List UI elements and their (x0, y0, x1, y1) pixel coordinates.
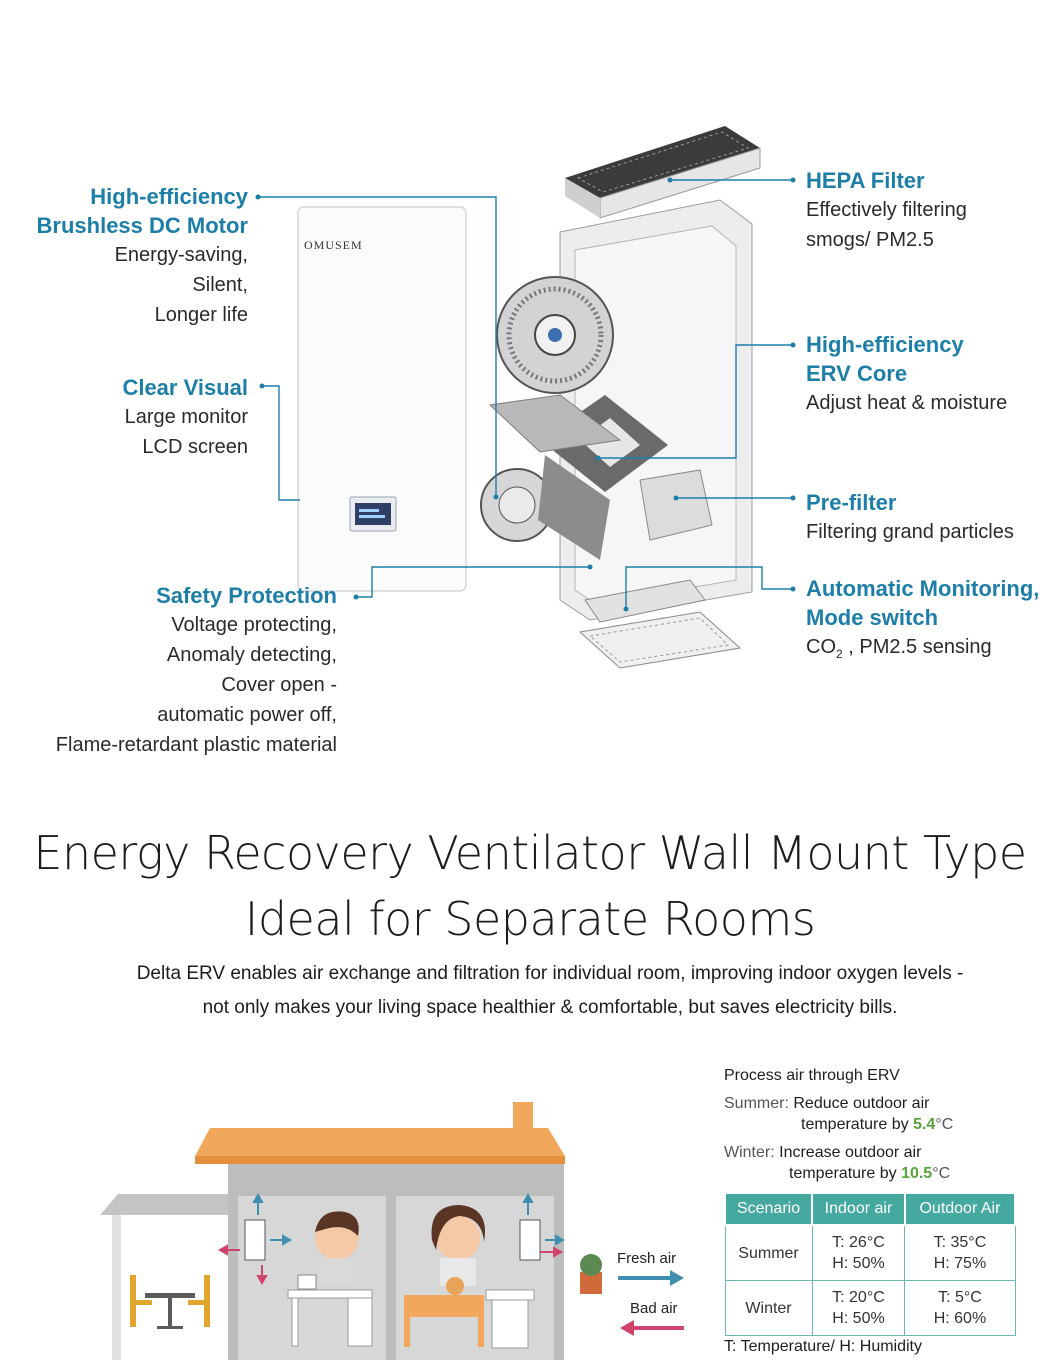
winter-text2: temperature by (789, 1165, 897, 1182)
cell-line: H: 60% (933, 1310, 987, 1327)
cell-line: T: 26°C (832, 1234, 885, 1251)
table-cell: Winter (725, 1281, 812, 1336)
table-row (725, 1225, 1015, 1281)
scenario-table (724, 1192, 1016, 1336)
feature-title: High-efficiency (806, 332, 964, 357)
feature-title: ERV Core (806, 361, 908, 386)
feature-title: Mode switch (806, 605, 939, 630)
winter-text1: Increase outdoor air (779, 1144, 922, 1161)
feature-desc: Anomaly detecting, (166, 644, 337, 666)
summer-line2 (801, 1116, 953, 1134)
feature-title: High-efficiency (90, 184, 248, 209)
summer-text1: Reduce outdoor air (793, 1095, 930, 1112)
feature-title: Automatic Monitoring, (806, 576, 1040, 601)
feature-erv-core (806, 330, 1060, 418)
cell-line: H: 50% (832, 1310, 885, 1327)
heading-line1: Energy Recovery Ventilator Wall Mount Type (33, 826, 1027, 880)
feature-desc (806, 632, 1060, 669)
table-cell (812, 1281, 905, 1336)
wall-unit (298, 207, 466, 591)
sensing-text: , PM2.5 sensing (842, 636, 992, 658)
process-title: Process air through ERV (724, 1067, 900, 1084)
winter-line1 (724, 1144, 921, 1162)
subtext-line2: not only makes your living space healthier & comfortable, but saves electricity bills. (202, 997, 898, 1018)
table-row (725, 1281, 1015, 1336)
feature-desc: Adjust heat & moisture (806, 392, 1008, 414)
table-cell (812, 1225, 905, 1281)
summer-label: Summer: (724, 1095, 789, 1112)
feature-title: HEPA Filter (806, 168, 925, 193)
feature-desc: Flame-retardant plastic material (55, 734, 337, 756)
cell-line: H: 50% (832, 1255, 885, 1272)
summer-value: 5.4 (913, 1116, 936, 1133)
feature-desc: Filtering grand particles (806, 521, 1014, 543)
bad-air-label: Bad air (630, 1300, 678, 1317)
table-cell: Summer (725, 1225, 812, 1281)
internal-components (481, 126, 760, 668)
heading-line2: Ideal for Separate Rooms (244, 892, 816, 946)
feature-title: Safety Protection (156, 583, 337, 608)
winter-value: 10.5 (901, 1165, 933, 1182)
subtext-line1: Delta ERV enables air exchange and filtration for individual room, improving indoor oxygen levels - (136, 963, 964, 984)
feature-desc: Energy-saving, (114, 244, 248, 266)
feature-hepa-filter (806, 166, 1060, 255)
table-header: Scenario (725, 1193, 812, 1225)
feature-desc: smogs/ PM2.5 (806, 229, 934, 251)
co2-subscript: 2 (836, 647, 843, 661)
feature-desc: automatic power off, (157, 704, 337, 726)
feature-desc: Voltage protecting, (171, 614, 337, 636)
feature-desc: Cover open - (221, 674, 337, 696)
table-header: Indoor air (812, 1193, 905, 1225)
feature-auto-monitoring (806, 574, 1060, 669)
feature-desc: LCD screen (142, 436, 248, 458)
feature-desc: Large monitor (124, 406, 248, 428)
table-header: Outdoor Air (905, 1193, 1015, 1225)
bad-air-arrow (620, 1320, 684, 1336)
table-header-row (725, 1193, 1015, 1225)
feature-brushless-motor (0, 182, 248, 330)
winter-unit: °C (932, 1165, 951, 1182)
device-brand: OMUSEM (304, 238, 363, 252)
summer-text2: temperature by (801, 1116, 909, 1133)
table-cell (905, 1225, 1015, 1281)
feature-desc: Silent, (192, 274, 248, 296)
fresh-air-arrow (618, 1270, 684, 1286)
feature-pre-filter (806, 488, 1060, 547)
feature-desc: Longer life (154, 304, 248, 326)
feature-desc: Effectively filtering (806, 199, 967, 221)
table-cell (905, 1281, 1015, 1336)
cell-line: H: 75% (933, 1255, 987, 1272)
cell-line: T: 35°C (933, 1234, 987, 1251)
table-footnote: T: Temperature/ H: Humidity (724, 1338, 922, 1355)
summer-unit: °C (935, 1116, 954, 1133)
house-illustration (0, 1090, 700, 1360)
co2-text: CO (806, 636, 836, 658)
feature-safety-protection (0, 581, 337, 760)
feature-title: Clear Visual (122, 375, 248, 400)
cell-line: T: 5°C (938, 1289, 982, 1306)
summer-line1 (724, 1095, 929, 1113)
cell-line: T: 20°C (832, 1289, 885, 1306)
feature-title: Pre-filter (806, 490, 897, 515)
fresh-air-label: Fresh air (617, 1250, 677, 1267)
winter-label: Winter: (724, 1144, 775, 1161)
feature-clear-visual (0, 373, 248, 462)
winter-line2 (789, 1165, 950, 1183)
feature-title: Brushless DC Motor (36, 213, 248, 238)
